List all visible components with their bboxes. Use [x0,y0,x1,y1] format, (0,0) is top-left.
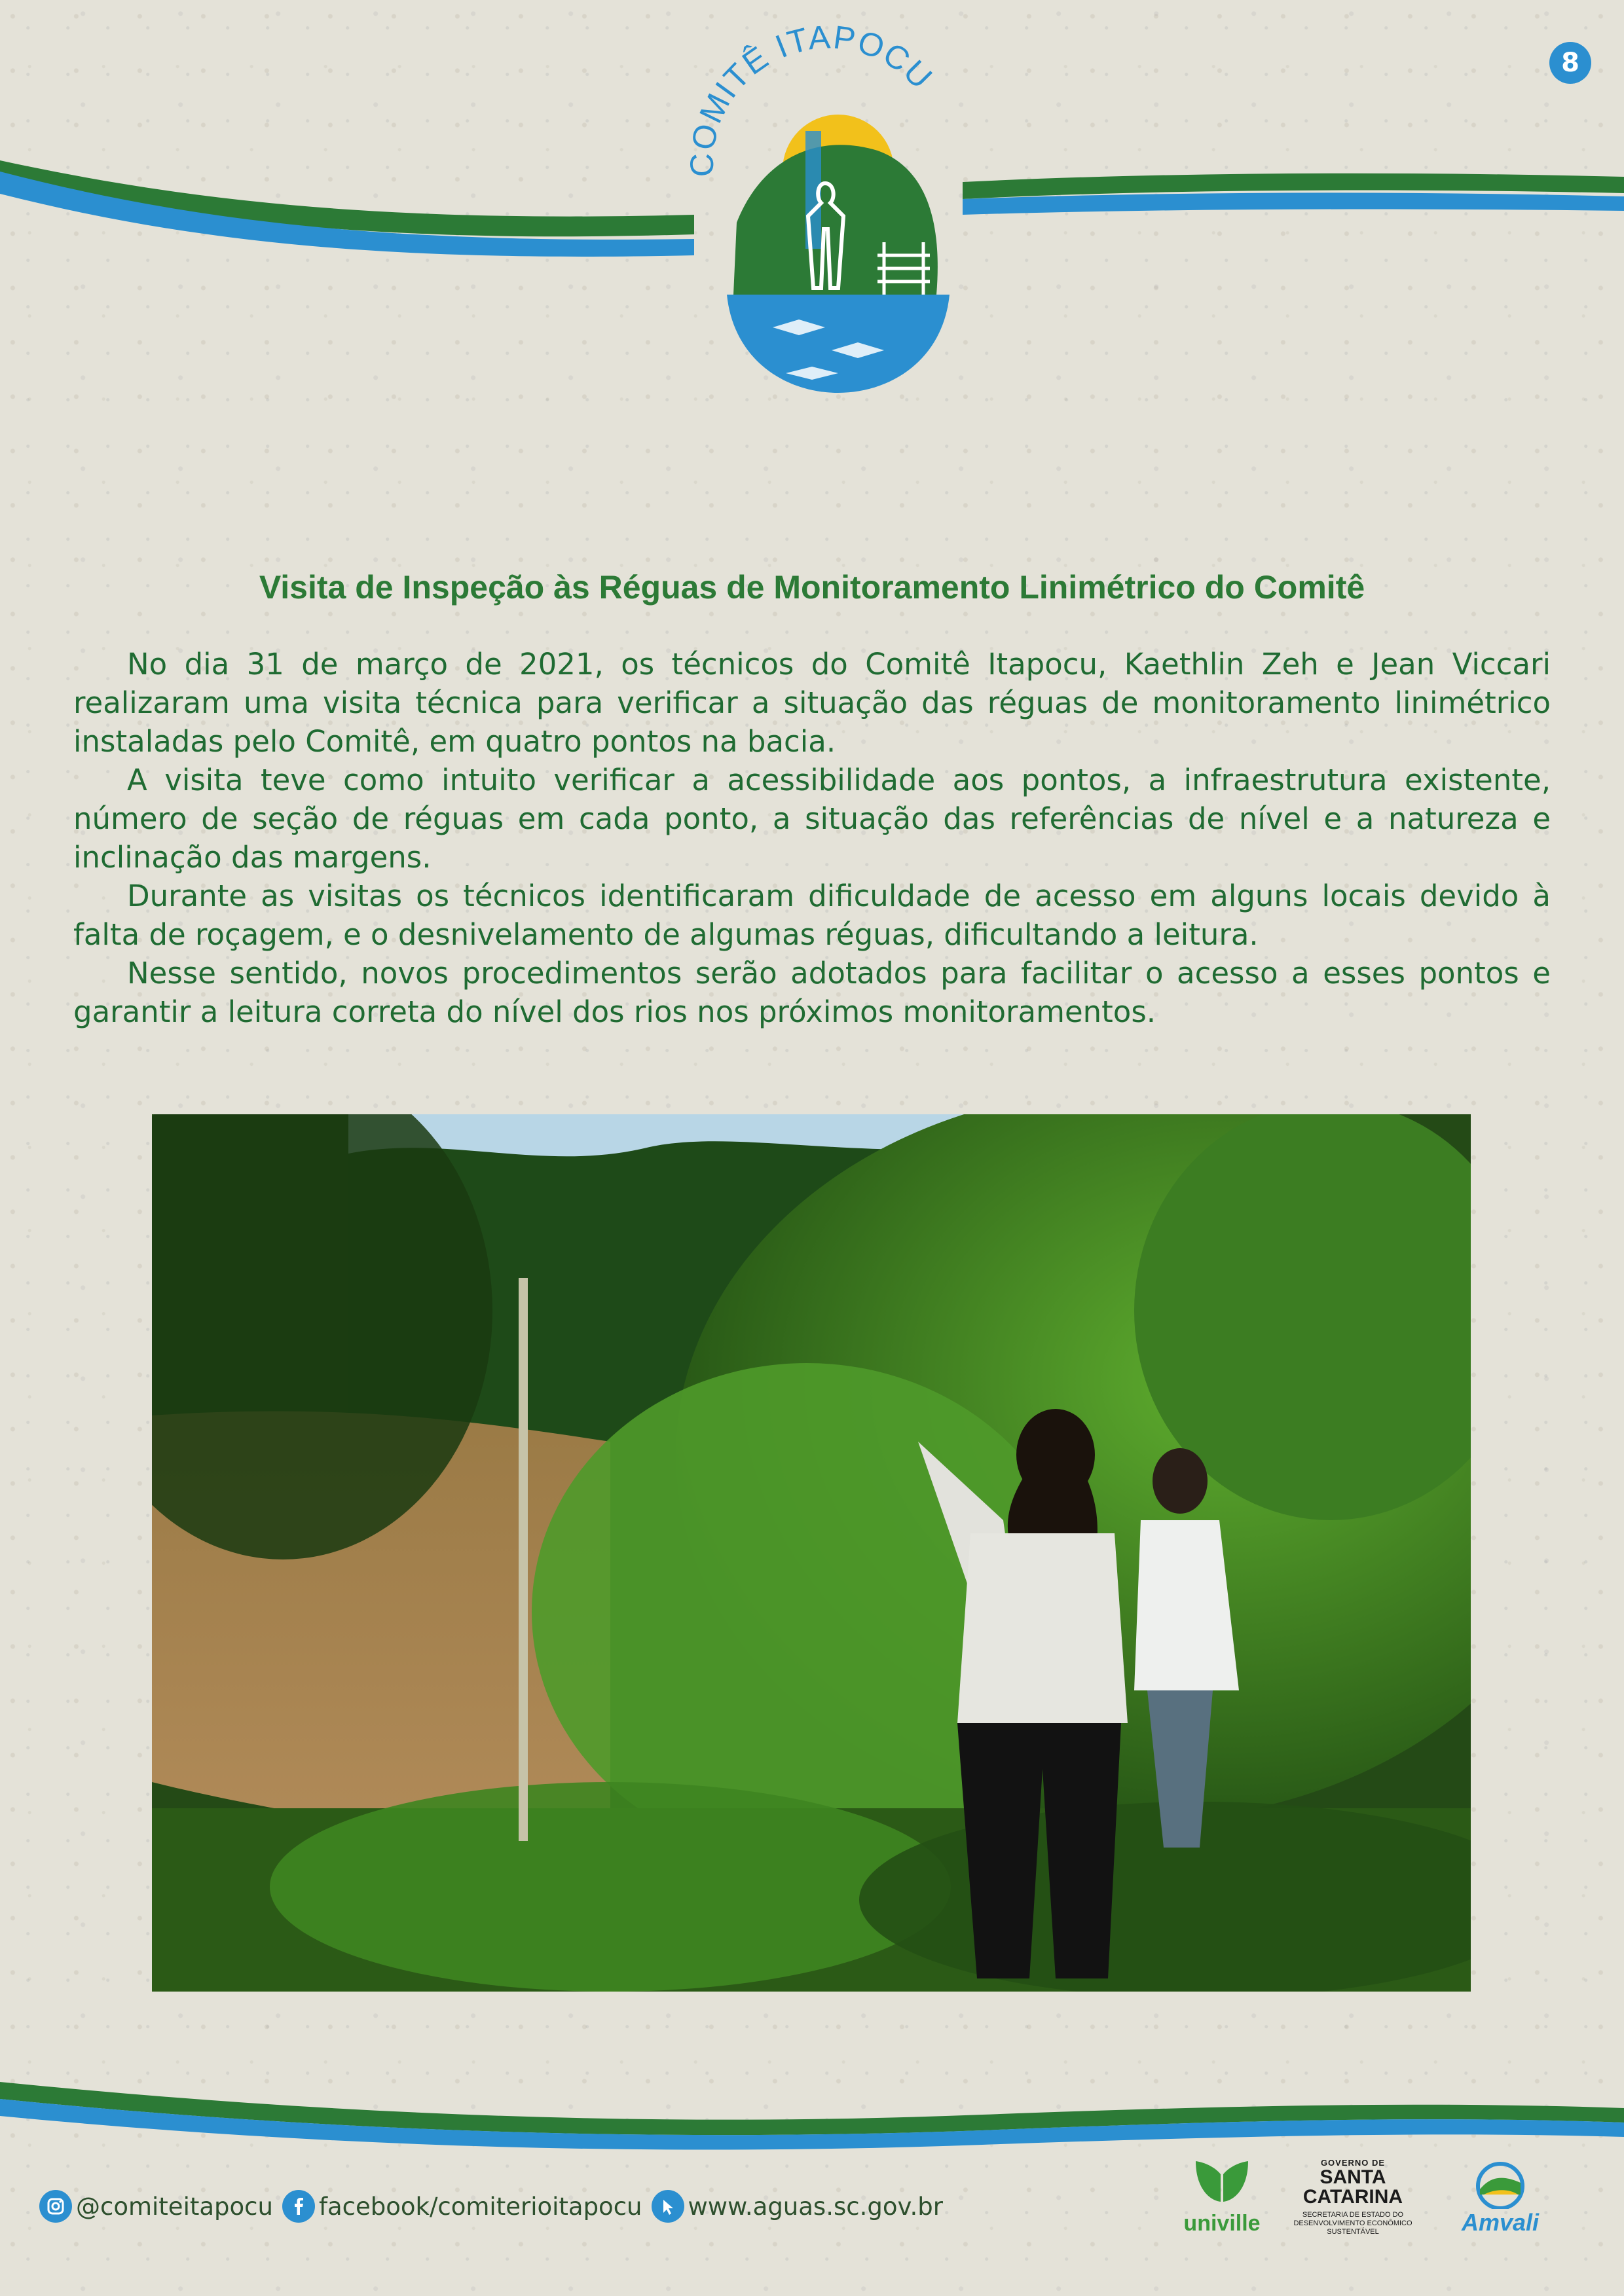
univille-leaf-icon [1189,2155,1255,2207]
logo-text: COMITÊ ITAPOCU [683,20,940,177]
facebook-handle: facebook/comiterioitapocu [318,2192,642,2221]
article-title: Visita de Inspeção às Réguas de Monitoramento Linimétrico do Comitê [259,569,1365,606]
amvali-emblem-icon [1464,2157,1536,2209]
comite-itapocu-logo [681,20,969,412]
facebook-icon [282,2190,315,2223]
sc-secretaria-label: SECRETARIA DE ESTADO DO DESENVOLVIMENTO ECONÔMICO SUSTENTÁVEL [1293,2211,1412,2236]
instagram-handle: @comiteitapocu [76,2192,273,2221]
instagram-icon [39,2190,72,2223]
cursor-icon [652,2190,684,2223]
page-number: 8 [1549,42,1591,84]
univille-logo [1170,2132,1274,2236]
amvali-text: Amvali [1461,2209,1540,2236]
univille-text: univille [1183,2211,1261,2236]
sc-governo-label: GOVERNO DE [1320,2158,1386,2168]
article-body [73,645,1551,1031]
santa-catarina-government-logo [1287,2132,1418,2236]
article-paragraph-4: Nesse sentido, novos procedimentos serão adotados para facilitar o acesso a esses pontos e garantir a leitura correta do nível dos rios nos próximos monitoramentos. [73,956,1551,1029]
website-url: www.aguas.sc.gov.br [688,2192,943,2221]
field-visit-photo [152,1114,1471,1992]
sc-name-line-1: SANTA [1320,2166,1386,2188]
instagram-link[interactable] [39,2190,273,2223]
website-link[interactable] [652,2190,943,2223]
article-paragraph-1: No dia 31 de março de 2021, os técnicos do Comitê Itapocu, Kaethlin Zeh e Jean Viccari realizaram uma visita técnica para verificar a situação das réguas de monitoramento linimétrico instaladas pelo Comitê, em quatro pontos na bacia. [73,647,1551,759]
footer-social-links [39,2187,952,2226]
sc-name-line-2: CATARINA [1302,2186,1403,2208]
article-paragraph-2: A visita teve como intuito verificar a acessibilidade aos pontos, a infraestrutura existente, número de seção de réguas em cada ponto, a situação das referências de nível e a natureza e inclinação das margens. [73,763,1551,875]
article-paragraph-3: Durante as visitas os técnicos identificaram dificuldade de acesso em alguns locais devido à falta de roçagem, e o desnivelamento de algumas réguas, dificultando a leitura. [73,879,1551,952]
amvali-logo [1438,2132,1562,2236]
facebook-link[interactable] [282,2190,642,2223]
